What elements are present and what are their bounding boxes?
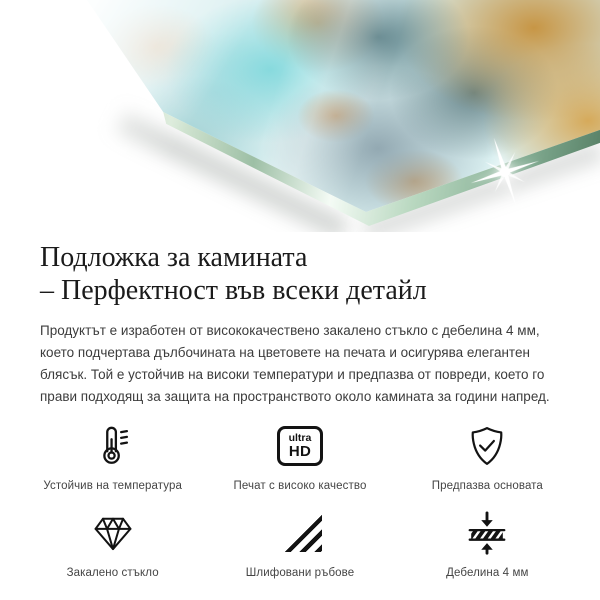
ultra-hd-icon (277, 423, 323, 469)
feature-label: Предпазва основата (431, 480, 543, 492)
feature-thickness (400, 510, 575, 579)
product-image (0, 0, 600, 232)
feature-print-quality (212, 423, 387, 492)
feature-temperature (25, 423, 200, 492)
shield-check-icon (465, 423, 509, 469)
title-line-1: Подложка за камината (40, 242, 308, 273)
feature-label: Дебелина 4 мм (446, 567, 529, 579)
feature-tempered-glass (25, 510, 200, 579)
ultra-hd-text-top: ultra (288, 432, 312, 445)
feature-protects-base (400, 423, 575, 492)
feature-label: Закалено стъкло (66, 567, 159, 579)
feature-label: Печат с високо качество (233, 480, 367, 492)
title-line-2: – Перфектност във всеки детайл (40, 275, 427, 306)
feature-grid (25, 423, 575, 579)
feature-polished-edges (212, 510, 387, 579)
product-description: Продуктът е изработен от висококачествено закалено стъкло с дебелина 4 мм, което подчертава дълбочината на цветовете на печата и осигурява елегантен блясък. Той е устойчив на високи температури и предпазва от повреди, което го прави подходящ за защита на пространството около камината за години напред. (40, 323, 550, 404)
ultra-hd-text-bottom: HD (288, 442, 312, 460)
page-title (40, 241, 560, 307)
polished-edges-icon (278, 510, 322, 556)
feature-label: Шлифовани ръбове (245, 567, 355, 579)
thermometer-icon (90, 423, 136, 469)
product-description-section (0, 241, 600, 408)
feature-label: Устойчив на температура (43, 480, 182, 492)
thickness-icon (464, 510, 510, 556)
diamond-icon (91, 510, 135, 556)
